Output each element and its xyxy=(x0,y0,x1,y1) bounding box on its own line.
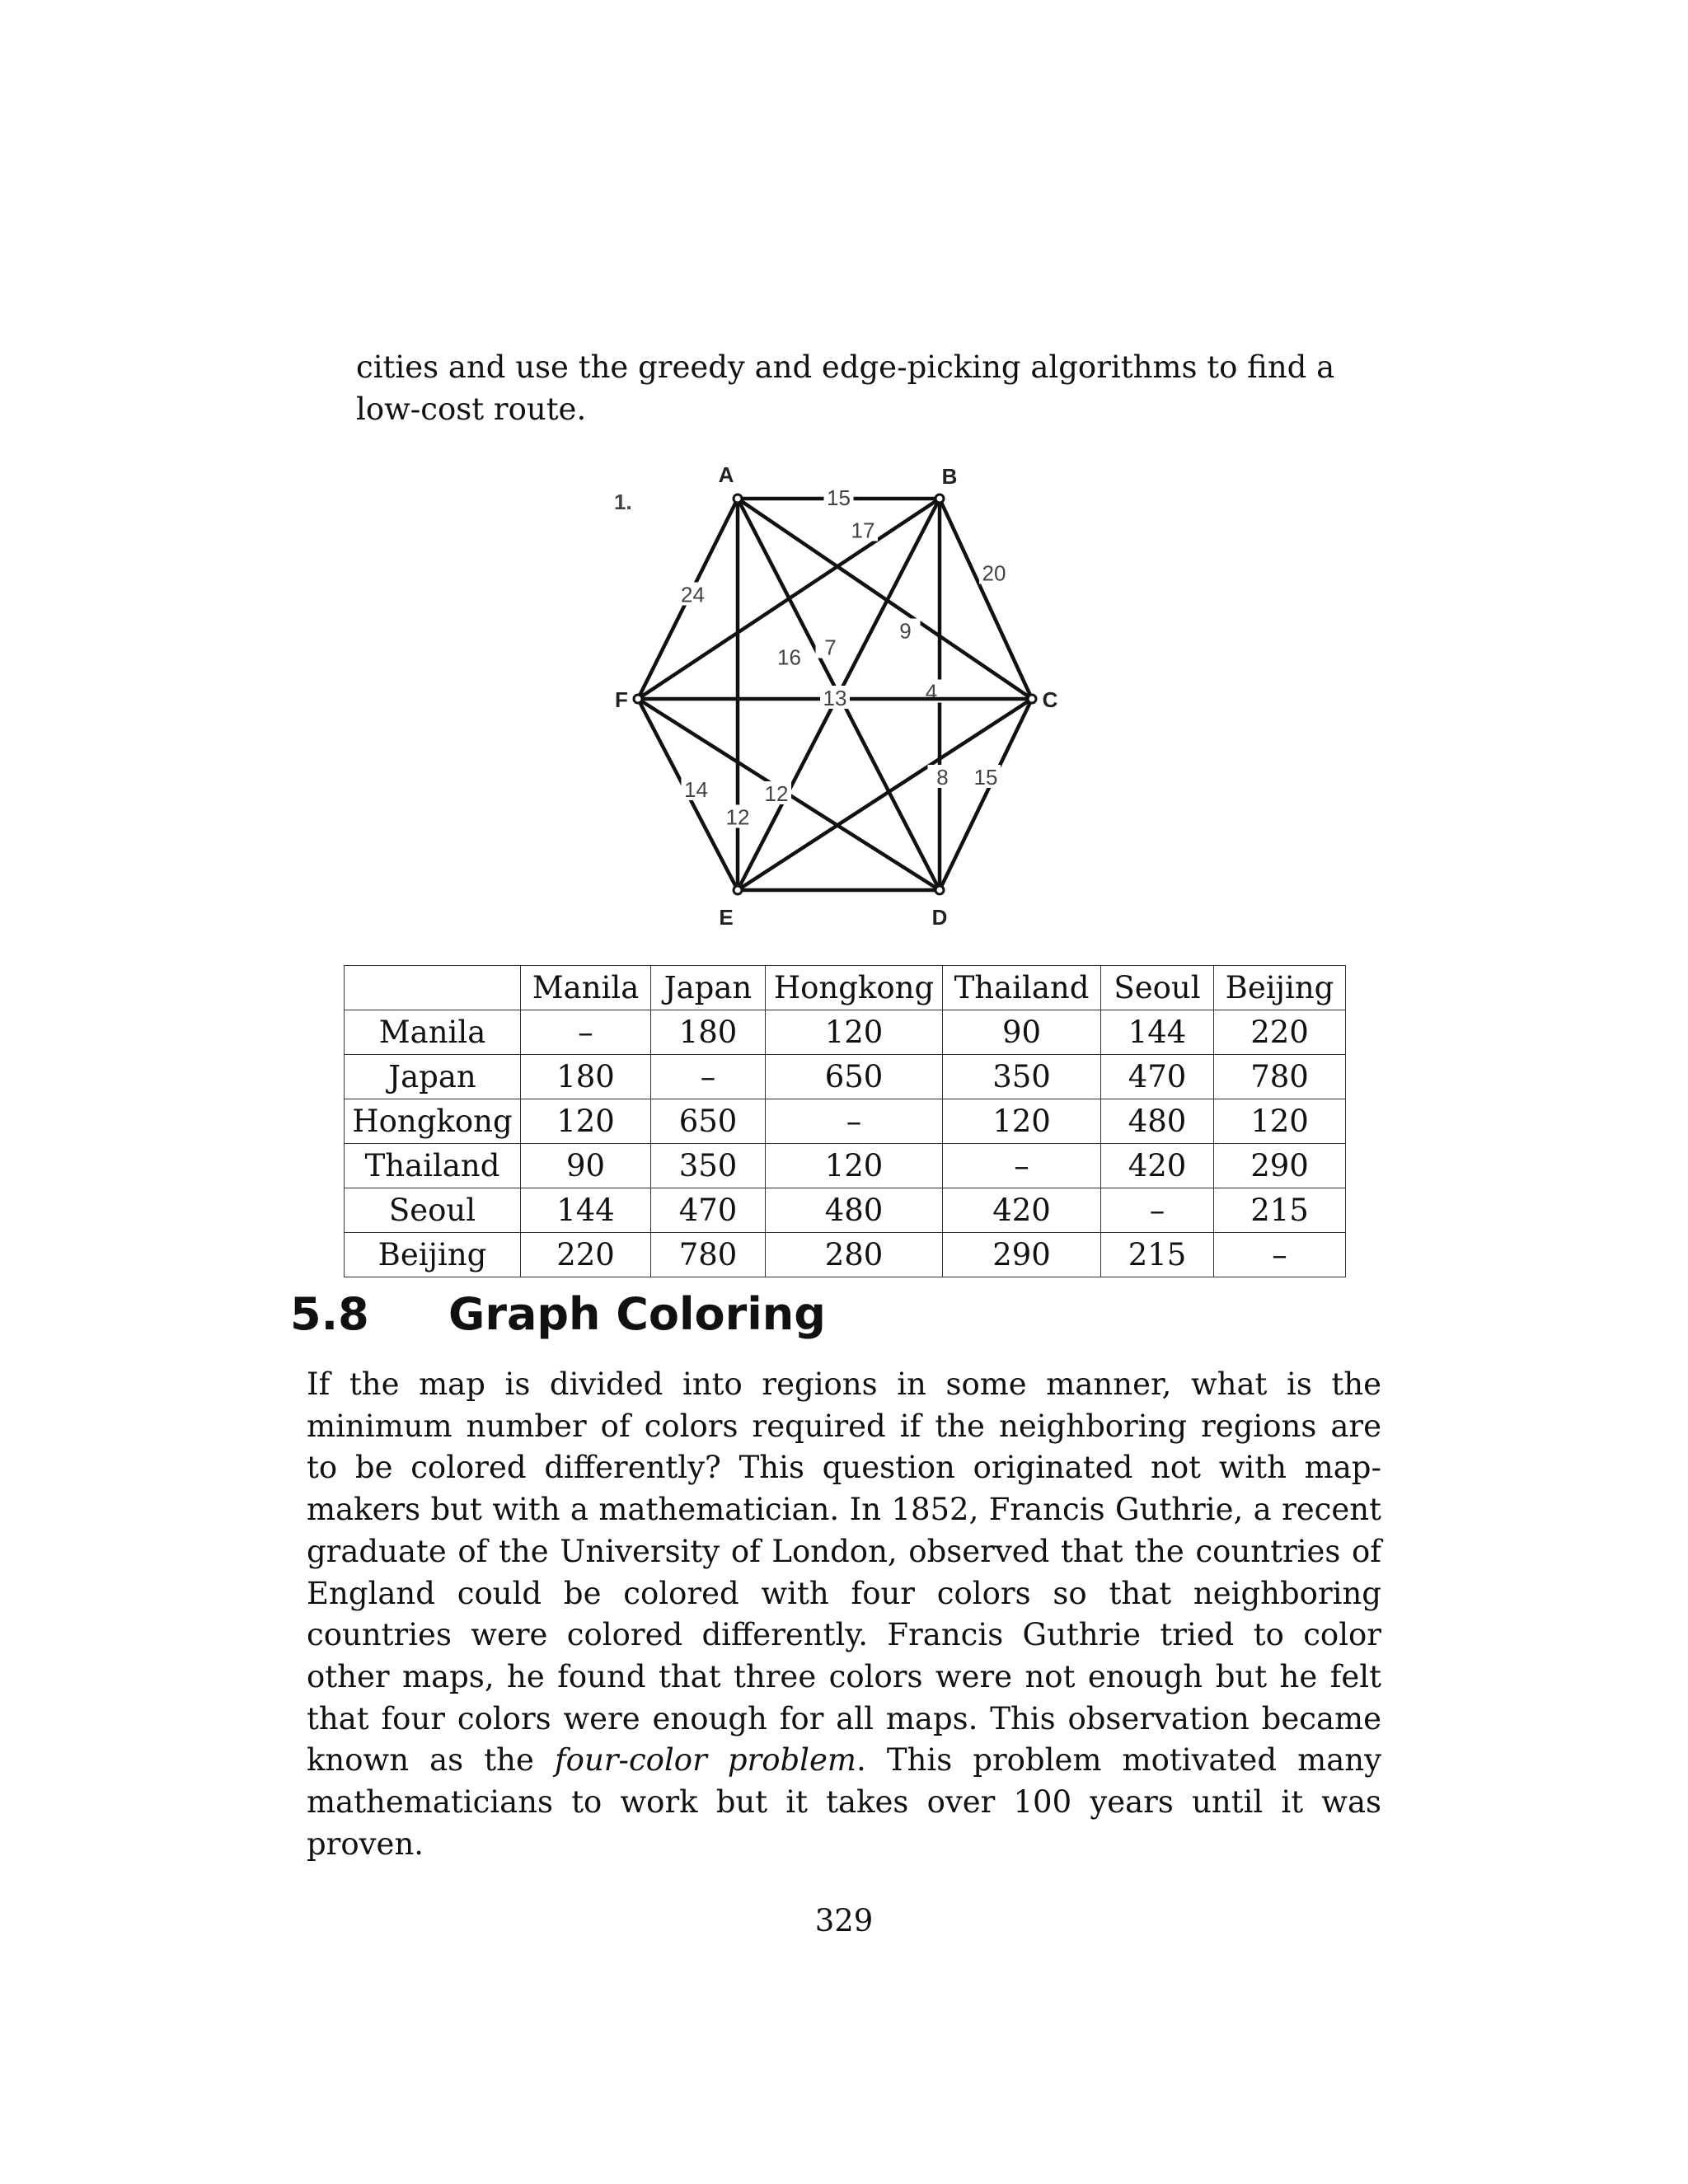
node-E xyxy=(734,886,742,894)
table-cell: 144 xyxy=(1101,1010,1214,1055)
table-cell: 120 xyxy=(521,1099,651,1144)
table-row xyxy=(345,1099,1346,1144)
page-number: 329 xyxy=(814,1903,874,1938)
table-cell: 650 xyxy=(766,1055,943,1099)
node-label-B: B xyxy=(941,464,958,489)
table-header-cell: Thailand xyxy=(943,966,1101,1010)
table-cell: 215 xyxy=(1214,1188,1346,1233)
edge-weight-B-E: 16 xyxy=(777,644,801,670)
edge-weight-C-F: 13 xyxy=(823,686,847,710)
table-header-cell: Seoul xyxy=(1101,966,1214,1010)
body-text-part1: If the map is divided into regions in some manner, what is the minimum number of colors required if the neighboring regions are to be colored differently? This question originated not with map-makers but with a mathematician. In 1852, Francis Guthrie, a recent graduate of the University of London, observed that the countries of England could be colored with four colors so that neighboring countries were colored differently. Francis Guthrie tried to color other maps, he found that three colors were not enough but he felt that four colors were enough for all maps. This observation became known as the xyxy=(307,1366,1381,1779)
edge-weight-A-D: 7 xyxy=(824,635,837,660)
table-row xyxy=(345,1144,1346,1188)
table-cell: 650 xyxy=(651,1099,766,1144)
table-header-cell: Japan xyxy=(651,966,766,1010)
table-cell: – xyxy=(521,1010,651,1055)
distance-table xyxy=(344,965,1346,1277)
node-label-A: A xyxy=(718,462,734,487)
table-header-row xyxy=(345,966,1346,1010)
node-label-F: F xyxy=(615,687,628,712)
table-cell: 90 xyxy=(521,1144,651,1188)
table-row-label: Beijing xyxy=(345,1233,521,1277)
edge-weight-B-F: 17 xyxy=(851,518,875,543)
node-label-C: C xyxy=(1042,687,1058,712)
body-italic-term: four-color problem xyxy=(554,1742,856,1779)
table-header-cell: Manila xyxy=(521,966,651,1010)
table-cell: 220 xyxy=(521,1233,651,1277)
table-header-cell xyxy=(345,966,521,1010)
table-cell: 350 xyxy=(943,1055,1101,1099)
table-row-label: Thailand xyxy=(345,1144,521,1188)
node-F xyxy=(634,695,642,703)
table-cell: 780 xyxy=(651,1233,766,1277)
table-cell: 120 xyxy=(1214,1099,1346,1144)
node-C xyxy=(1028,695,1036,703)
section-number: 5.8 xyxy=(290,1288,369,1340)
table-cell: – xyxy=(943,1144,1101,1188)
table-row xyxy=(345,1233,1346,1277)
table-cell: 120 xyxy=(766,1144,943,1188)
table-cell: 420 xyxy=(943,1188,1101,1233)
table-row xyxy=(345,1010,1346,1055)
edge-weight-C-D: 15 xyxy=(973,765,998,790)
table-cell: 290 xyxy=(1214,1144,1346,1188)
node-A xyxy=(734,494,742,503)
table-cell: 290 xyxy=(943,1233,1101,1277)
edge-weight-F-D: 12 xyxy=(764,781,789,806)
node-B xyxy=(935,494,944,503)
table-cell: – xyxy=(1101,1188,1214,1233)
edge-weight-A-E: 12 xyxy=(725,804,750,830)
table-cell: – xyxy=(766,1099,943,1144)
table-cell: 180 xyxy=(521,1055,651,1099)
table-cell: 220 xyxy=(1214,1010,1346,1055)
edge-weight-B-D: 4 xyxy=(925,679,938,705)
table-row xyxy=(345,1055,1346,1099)
table-cell: 470 xyxy=(1101,1055,1214,1099)
edge-weight-A-B: 15 xyxy=(827,485,851,510)
section-title: Graph Coloring xyxy=(448,1288,826,1340)
table-cell: 215 xyxy=(1101,1233,1214,1277)
table-cell: 180 xyxy=(651,1010,766,1055)
edge-weight-F-E: 14 xyxy=(684,777,708,802)
table-cell: 144 xyxy=(521,1188,651,1233)
table-cell: 480 xyxy=(1101,1099,1214,1144)
graph-figure xyxy=(577,457,1104,935)
table-cell: 120 xyxy=(943,1099,1101,1144)
table-cell: 420 xyxy=(1101,1144,1214,1188)
table-cell: – xyxy=(1214,1233,1346,1277)
table-cell: – xyxy=(651,1055,766,1099)
table-cell: 90 xyxy=(943,1010,1101,1055)
table-cell: 280 xyxy=(766,1233,943,1277)
table-cell: 120 xyxy=(766,1010,943,1055)
node-D xyxy=(935,886,944,894)
table-cell: 480 xyxy=(766,1188,943,1233)
edge-weight-A-C: 9 xyxy=(899,618,912,644)
table-row-label: Manila xyxy=(345,1010,521,1055)
edge-weight-A-F: 24 xyxy=(681,582,705,607)
body-text-part2: . This problem motivated many mathematicians to work but it takes over 100 years until it was proven. xyxy=(307,1742,1381,1862)
figure-number: 1. xyxy=(614,490,632,514)
table-cell: 780 xyxy=(1214,1055,1346,1099)
node-label-E: E xyxy=(719,905,734,930)
body-paragraph xyxy=(307,1364,1381,1865)
edge-weight-C-E: 8 xyxy=(936,765,949,790)
weighted-graph xyxy=(577,457,1104,935)
table-row-label: Seoul xyxy=(345,1188,521,1233)
edge-weight-B-C: 20 xyxy=(982,560,1006,586)
table-cell: 350 xyxy=(651,1144,766,1188)
table-row xyxy=(345,1188,1346,1233)
table-cell: 470 xyxy=(651,1188,766,1233)
table-header-cell: Beijing xyxy=(1214,966,1346,1010)
table-row-label: Hongkong xyxy=(345,1099,521,1144)
node-label-D: D xyxy=(931,905,948,930)
table-header-cell: Hongkong xyxy=(766,966,943,1010)
intro-paragraph: cities and use the greedy and edge-picking algorithms to find a low-cost route. xyxy=(356,349,1335,427)
table-row-label: Japan xyxy=(345,1055,521,1099)
section-heading xyxy=(290,1286,826,1343)
